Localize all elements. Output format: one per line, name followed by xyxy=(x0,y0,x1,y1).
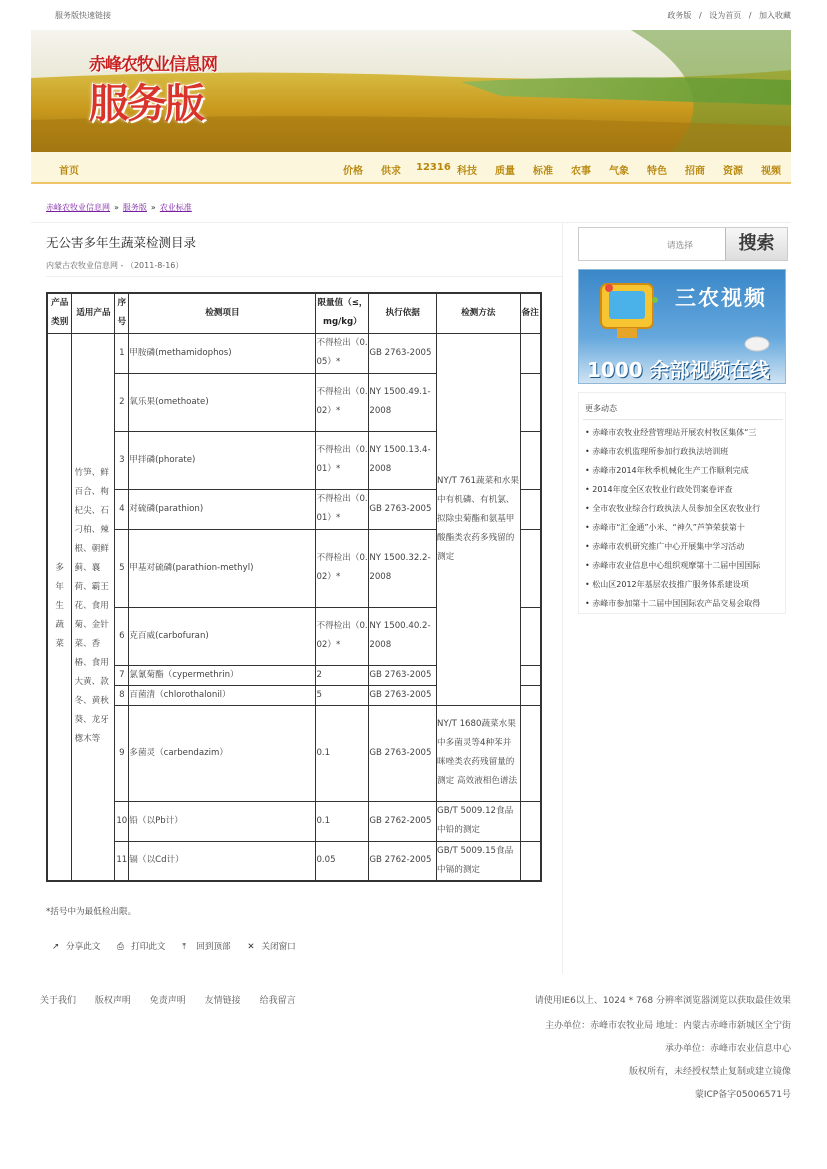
search-select[interactable]: 请选择 xyxy=(667,241,693,251)
bullet: • xyxy=(585,466,590,475)
news-item[interactable] xyxy=(585,541,785,560)
share-label: 分享此文 xyxy=(66,942,101,952)
news-item[interactable] xyxy=(585,427,785,446)
share-button[interactable] xyxy=(52,942,100,952)
footnote: *括号中为最低检出限。 xyxy=(46,907,137,917)
print-label: 打印此文 xyxy=(131,942,166,952)
row-limit: 不得检出（0.02）* xyxy=(316,373,369,431)
row-limit: 不得检出（0.02）* xyxy=(316,529,369,607)
quick-links-label[interactable]: 服务版快速链接 xyxy=(55,11,111,20)
video-promo-banner[interactable] xyxy=(578,269,786,384)
row-basis: NY 1500.40.2-2008 xyxy=(369,607,437,665)
bullet: • xyxy=(585,542,590,551)
row-basis: GB 2763-2005 xyxy=(369,333,437,373)
row-no: 10 xyxy=(115,801,129,841)
row-no: 9 xyxy=(115,705,129,801)
news-item[interactable] xyxy=(585,522,785,541)
row-remark xyxy=(520,685,541,705)
method-cell: NY/T 761蔬菜和水果中有机磷、有机氯、拟除虫菊酯和氨基甲酸酯类农药多残留的测定 xyxy=(437,333,521,705)
detection-table xyxy=(46,292,542,882)
row-limit: 不得检出（0.02）* xyxy=(316,607,369,665)
nav-item-12316[interactable]: 12316 xyxy=(416,162,451,173)
news-title: 赤峰市2014年秋季机械化生产工作顺利完成 xyxy=(592,466,749,475)
news-heading[interactable]: 更多动态 xyxy=(585,404,617,413)
applicable-cell: 竹笋、鲜百合、枸杞尖、石刁柏、辣根、朝鲜蓟、襄荷、霸王花、食用菊、金针菜、香椿、食用大黄、款冬、黄秋葵、龙牙楤木等 xyxy=(72,333,115,881)
page-title: 无公害多年生蔬菜检测目录 xyxy=(46,235,197,250)
row-no: 5 xyxy=(115,529,129,607)
nav-item-supply[interactable]: 供求 xyxy=(381,166,401,177)
news-item[interactable] xyxy=(585,503,785,522)
table-row xyxy=(47,801,541,841)
header-method: 检测方法 xyxy=(437,293,521,333)
promo-subtitle: 1000 余部视频在线 xyxy=(587,358,770,382)
breadcrumb-service[interactable]: 服务版 xyxy=(122,203,147,212)
row-basis: GB 2763-2005 xyxy=(369,665,437,685)
row-no: 6 xyxy=(115,607,129,665)
footer-copyright: 版权所有，未经授权禁止复制或建立镜像 xyxy=(628,1067,791,1077)
row-item: 百菌清（chlorothalonil） xyxy=(129,685,316,705)
row-limit: 2 xyxy=(316,665,369,685)
breadcrumb-separator: » xyxy=(150,203,156,212)
row-basis: GB 2763-2005 xyxy=(369,705,437,801)
separator: / xyxy=(748,11,752,20)
site-logo-title: 赤峰农牧业信息网 xyxy=(89,55,217,75)
separator: / xyxy=(698,11,702,20)
news-title: 松山区2012年基层农技推广服务体系建设项 xyxy=(592,580,749,589)
row-limit: 0.1 xyxy=(316,801,369,841)
close-window-button[interactable] xyxy=(247,942,295,952)
table-row xyxy=(47,705,541,801)
breadcrumb xyxy=(46,202,192,213)
row-basis: NY 1500.32.2-2008 xyxy=(369,529,437,607)
row-no: 1 xyxy=(115,333,129,373)
print-icon: ⎙ xyxy=(117,942,125,952)
method-cell: GB/T 5009.15食品中镉的测定 xyxy=(437,841,521,881)
row-remark xyxy=(520,529,541,607)
news-title: 全市农牧业综合行政执法人员参加全区农牧业行 xyxy=(592,504,761,513)
news-item[interactable] xyxy=(585,465,785,484)
row-item: 对硫磷(parathion) xyxy=(129,489,316,529)
news-title: 赤峰市“汇金通”小米、“神久”芦笋荣获第十 xyxy=(592,523,745,532)
news-item[interactable] xyxy=(585,446,785,465)
method-cell: GB/T 5009.12食品中铅的测定 xyxy=(437,801,521,841)
site-logo-version: 服务版 xyxy=(89,81,203,127)
nav-item-investment[interactable]: 招商 xyxy=(685,166,705,177)
category-cell: 多年生蔬菜 xyxy=(47,333,72,881)
footer-undertaker: 承办单位：赤峰市农业信息中心 xyxy=(664,1044,791,1054)
row-limit: 0.1 xyxy=(316,705,369,801)
row-item: 氧乐果(omethoate) xyxy=(129,373,316,431)
nav-item-home[interactable]: 首页 xyxy=(59,166,79,177)
divider xyxy=(583,419,783,420)
set-homepage-link[interactable]: 设为首页 xyxy=(709,11,742,20)
row-limit: 5 xyxy=(316,685,369,705)
main-nav xyxy=(31,152,791,184)
footer-link-copyright[interactable]: 版权声明 xyxy=(94,996,131,1006)
print-button[interactable] xyxy=(117,942,165,952)
row-limit: 不得检出（0.01）* xyxy=(316,431,369,489)
nav-item-resources[interactable]: 资源 xyxy=(723,166,743,177)
row-remark xyxy=(520,705,541,801)
row-item: 铅（以Pb计） xyxy=(129,801,316,841)
row-item: 甲基对硫磷(parathion-methyl) xyxy=(129,529,316,607)
news-title: 赤峰市农牧业经营管理站开展农村牧区集体“三 xyxy=(592,428,757,437)
row-basis: NY 1500.13.4-2008 xyxy=(369,431,437,489)
add-favorite-link[interactable]: 加入收藏 xyxy=(759,11,791,20)
bullet: • xyxy=(585,561,590,570)
nav-item-farming[interactable]: 农事 xyxy=(571,166,591,177)
news-item[interactable] xyxy=(585,598,785,617)
footer-link-friends[interactable]: 友情链接 xyxy=(204,996,241,1006)
header-remark: 备注 xyxy=(520,293,541,333)
row-item: 氯氰菊酯（cypermethrin） xyxy=(129,665,316,685)
column-divider xyxy=(562,222,563,974)
footer-link-disclaimer[interactable]: 免责声明 xyxy=(149,996,186,1006)
close-label: 关闭窗口 xyxy=(261,942,296,952)
row-no: 2 xyxy=(115,373,129,431)
promo-title: 三农视频 xyxy=(675,286,767,310)
method-cell: NY/T 1680蔬菜水果中多菌灵等4种苯并咪唑类农药残留量的测定 高效液相色谱法 xyxy=(437,705,521,801)
breadcrumb-home[interactable]: 赤峰农牧业信息网 xyxy=(46,203,110,212)
row-remark xyxy=(520,665,541,685)
article-meta: 内蒙古农牧业信息网 - （2011-8-16） xyxy=(46,261,184,270)
row-remark xyxy=(520,431,541,489)
nav-item-video[interactable]: 视频 xyxy=(761,166,781,177)
row-item: 克百威(carbofuran) xyxy=(129,607,316,665)
row-remark xyxy=(520,333,541,373)
nav-item-quality[interactable]: 质量 xyxy=(495,166,515,177)
footer-host: 主办单位：赤峰市农牧业局 地址：内蒙古赤峰市新城区全宁街 xyxy=(545,1021,791,1031)
share-icon: ↗ xyxy=(52,942,60,952)
search-box xyxy=(578,227,788,261)
divider xyxy=(31,222,791,223)
row-basis: NY 1500.49.1-2008 xyxy=(369,373,437,431)
news-item[interactable] xyxy=(585,579,785,598)
header-item: 检测项目 xyxy=(129,293,316,333)
row-remark xyxy=(520,841,541,881)
table-row xyxy=(47,841,541,881)
nav-item-weather[interactable]: 气象 xyxy=(609,166,629,177)
row-remark xyxy=(520,489,541,529)
news-title: 赤峰市参加第十二届中国国际农产品交易会取得 xyxy=(592,599,761,608)
header-limit: 限量值（≤，mg/kg） xyxy=(316,293,369,333)
header-category: 产品类别 xyxy=(47,293,72,333)
row-item: 甲拌磷(phorate) xyxy=(129,431,316,489)
table-row xyxy=(47,333,541,373)
row-basis: GB 2763-2005 xyxy=(369,489,437,529)
news-title: 2014年度全区农牧业行政处罚案卷评查 xyxy=(592,485,733,494)
nav-item-tech[interactable]: 科技 xyxy=(457,166,477,177)
row-basis: GB 2762-2005 xyxy=(369,841,437,881)
nav-item-specialty[interactable]: 特色 xyxy=(647,166,667,177)
row-no: 4 xyxy=(115,489,129,529)
news-item[interactable] xyxy=(585,560,785,579)
row-basis: GB 2762-2005 xyxy=(369,801,437,841)
footer-link-about[interactable]: 关于我们 xyxy=(40,996,77,1006)
bullet: • xyxy=(585,599,590,608)
row-limit: 不得检出（0.01）* xyxy=(316,489,369,529)
news-title: 赤峰市农机研究推广中心开展集中学习活动 xyxy=(592,542,745,551)
gov-version-link[interactable]: 政务版 xyxy=(667,11,692,20)
row-no: 3 xyxy=(115,431,129,489)
row-item: 多菌灵（carbendazim） xyxy=(129,705,316,801)
row-remark xyxy=(520,373,541,431)
bullet: • xyxy=(585,523,590,532)
divider xyxy=(46,276,562,277)
header-applicable: 适用产品 xyxy=(72,293,115,333)
row-limit: 不得检出（0.05）* xyxy=(316,333,369,373)
breadcrumb-standard[interactable]: 农业标准 xyxy=(159,203,192,212)
row-item: 甲胺磷(methamidophos) xyxy=(129,333,316,373)
footer-browser-tip: 请使用IE6以上、1024 * 768 分辨率浏览器浏览以获取最佳效果 xyxy=(534,996,791,1006)
news-panel xyxy=(578,392,786,614)
bullet: • xyxy=(585,580,590,589)
row-limit: 0.05 xyxy=(316,841,369,881)
top-bar xyxy=(0,0,827,28)
close-icon: ✕ xyxy=(247,942,255,952)
top-label: 回到顶部 xyxy=(196,942,231,952)
row-basis: GB 2763-2005 xyxy=(369,685,437,705)
row-no: 11 xyxy=(115,841,129,881)
arrow-up-icon: ⤒ xyxy=(182,942,187,952)
footer-icp[interactable]: 蒙ICP备字05006571号 xyxy=(694,1090,791,1100)
footer-links xyxy=(40,993,312,1006)
news-title: 赤峰市农机监理所参加行政执法培训班 xyxy=(592,447,729,456)
row-no: 8 xyxy=(115,685,129,705)
row-remark xyxy=(520,607,541,665)
footer-link-message[interactable]: 给我留言 xyxy=(259,996,296,1006)
header-basis: 执行依据 xyxy=(369,293,437,333)
row-remark xyxy=(520,801,541,841)
site-banner xyxy=(31,30,791,152)
top-links xyxy=(667,10,791,21)
news-list xyxy=(585,427,785,617)
nav-item-standard[interactable]: 标准 xyxy=(533,166,553,177)
header-no: 序号 xyxy=(115,293,129,333)
news-item[interactable] xyxy=(585,484,785,503)
bullet: • xyxy=(585,428,590,437)
search-button[interactable]: 搜索 xyxy=(725,228,787,260)
breadcrumb-separator: » xyxy=(114,203,119,212)
bullet: • xyxy=(585,447,590,456)
bullet: • xyxy=(585,485,590,494)
row-no: 7 xyxy=(115,665,129,685)
row-item: 镉（以Cd计） xyxy=(129,841,316,881)
nav-item-price[interactable]: 价格 xyxy=(343,166,363,177)
article-tools xyxy=(52,940,310,952)
bullet: • xyxy=(585,504,590,513)
back-to-top-button[interactable] xyxy=(182,942,230,952)
news-title: 赤峰市农业信息中心组织观摩第十二届中国国际 xyxy=(592,561,761,570)
